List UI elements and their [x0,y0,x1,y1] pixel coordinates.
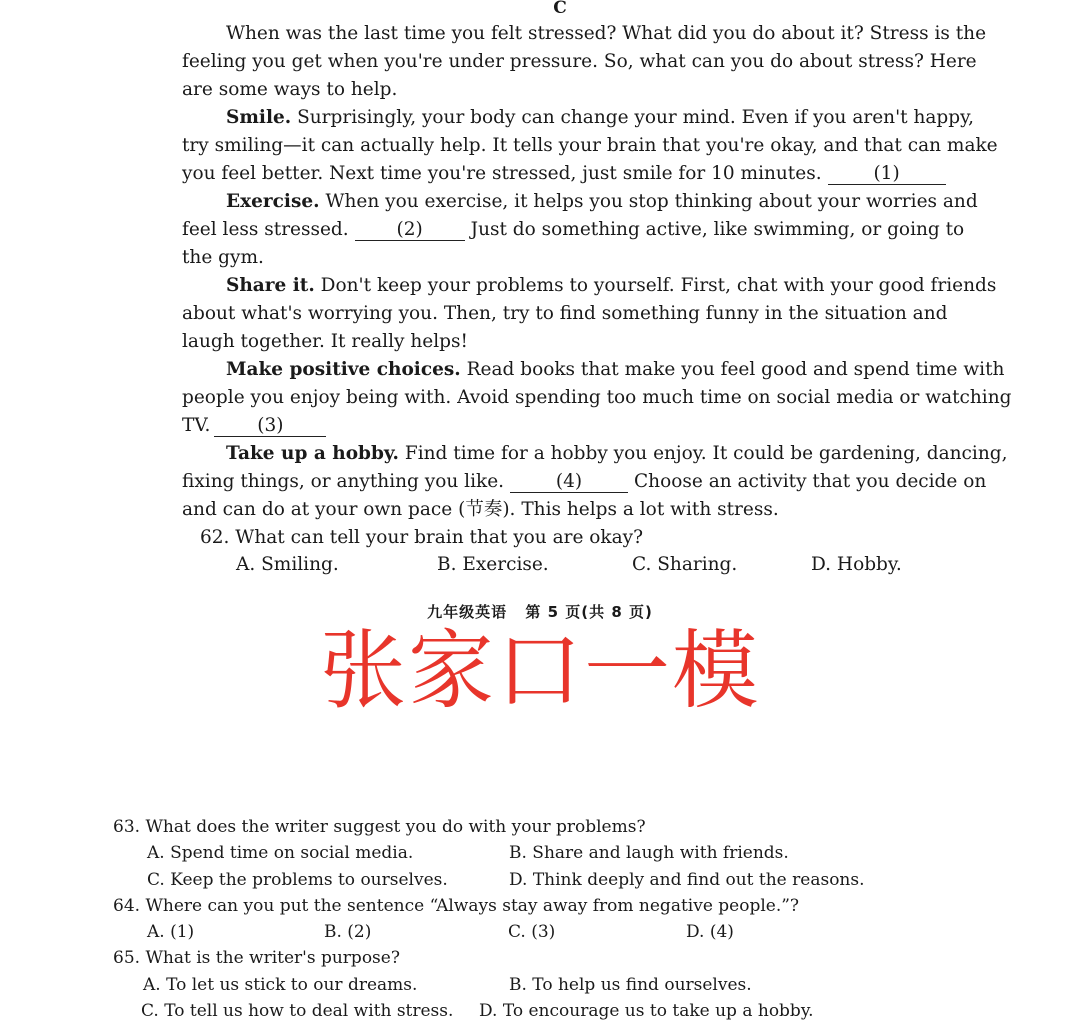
questions-section [113,814,1013,1024]
q62-option-a[interactable]: A. Smiling. [236,554,339,575]
section-letter: C [553,0,567,18]
paragraph-hobby [182,440,1008,468]
question-62-stem: 62. What can tell your brain that you are okay? [200,527,644,548]
passage-text: Surprisingly, your body can change your mind. Even if you aren't happy, [291,107,974,128]
passage-text: When you exercise, it helps you stop thinking about your worries and [319,191,978,212]
q62-option-d[interactable]: D. Hobby. [811,554,902,575]
passage-line: laugh together. It really helps! [182,331,468,352]
blank-2[interactable]: (2) [355,220,465,241]
q65-option-b[interactable]: B. To help us find ourselves. [509,974,752,995]
passage-text: feel less stressed. [182,219,349,240]
q65-option-d[interactable]: D. To encourage us to take up a hobby. [479,1001,814,1022]
q63-options-row-2 [113,867,1013,893]
q63-options-row-1 [113,840,1013,866]
passage-line: people you enjoy being with. Avoid spending too much time on social media or watching [182,387,1012,408]
q64-option-b[interactable]: B. (2) [324,922,372,943]
q65-options-row-2 [113,998,1013,1024]
q62-option-b[interactable]: B. Exercise. [437,554,549,575]
question-65-stem: 65. What is the writer's purpose? [113,948,400,969]
q64-option-a[interactable]: A. (1) [147,922,195,943]
q64-options-row [113,919,1013,945]
paragraph-positive [182,356,1005,384]
q65-options-row-1 [113,972,1013,998]
q65-option-c[interactable]: C. To tell us how to deal with stress. [141,1001,454,1022]
blank-4[interactable]: (4) [510,472,628,493]
passage-text: you feel better. Next time you're stressed, just smile for 10 minutes. [182,163,822,184]
lead-hobby: Take up a hobby. [226,443,399,464]
passage-text: TV. [182,415,211,436]
passage-line [182,412,972,440]
passage-text: Find time for a hobby you enjoy. It could be gardening, dancing, [399,443,1008,464]
lead-smile: Smile. [226,107,292,128]
lead-positive: Make positive choices. [226,359,461,380]
passage-line: about what's worrying you. Then, try to find something funny in the situation and [182,303,948,324]
passage-line: the gym. [182,247,264,268]
passage-line: are some ways to help. [182,79,398,100]
paragraph-share [182,272,997,300]
paragraph-exercise [182,188,978,216]
passage-line: feeling you get when you're under pressure. So, what can you do about stress? Here [182,51,977,72]
passage-line: and can do at your own pace (节奏). This helps a lot with stress. [182,499,779,520]
paragraph-smile [182,104,972,132]
q64-option-c[interactable]: C. (3) [508,922,556,943]
watermark-text: 张家口一模 [320,621,760,721]
footer-subject: 九年级英语 [427,603,508,621]
blank-1[interactable]: (1) [828,164,946,185]
passage-text: Read books that make you feel good and spend time with [460,359,1005,380]
passage-text: Don't keep your problems to yourself. First, chat with your good friends [314,275,997,296]
q62-option-c[interactable]: C. Sharing. [632,554,738,575]
question-64-stem: 64. Where can you put the sentence “Always stay away from negative people.”? [113,895,800,916]
q63-option-c[interactable]: C. Keep the problems to ourselves. [147,869,448,890]
passage-text: Just do something active, like swimming, or going to [470,219,965,240]
q64-option-d[interactable]: D. (4) [686,922,734,943]
footer-page-number: 第 5 页(共 8 页) [525,603,653,621]
q63-option-b[interactable]: B. Share and laugh with friends. [509,843,789,864]
passage-line [182,216,972,244]
passage-text: fixing things, or anything you like. [182,471,505,492]
passage-line: When was the last time you felt stressed? What did you do about it? Stress is the [226,23,987,44]
passage-line [182,160,972,188]
lead-share: Share it. [226,275,315,296]
reading-passage [182,20,1012,524]
passage-line [182,468,987,496]
lead-exercise: Exercise. [226,191,320,212]
question-63-stem: 63. What does the writer suggest you do with your problems? [113,817,646,837]
passage-text: Choose an activity that you decide on [634,471,987,492]
passage-line: try smiling—it can actually help. It tells your brain that you're okay, and that can make [182,135,998,156]
q65-option-a[interactable]: A. To let us stick to our dreams. [143,974,418,995]
q63-option-a[interactable]: A. Spend time on social media. [147,843,414,864]
q63-option-d[interactable]: D. Think deeply and find out the reasons. [509,869,865,890]
blank-3[interactable]: (3) [214,416,326,437]
